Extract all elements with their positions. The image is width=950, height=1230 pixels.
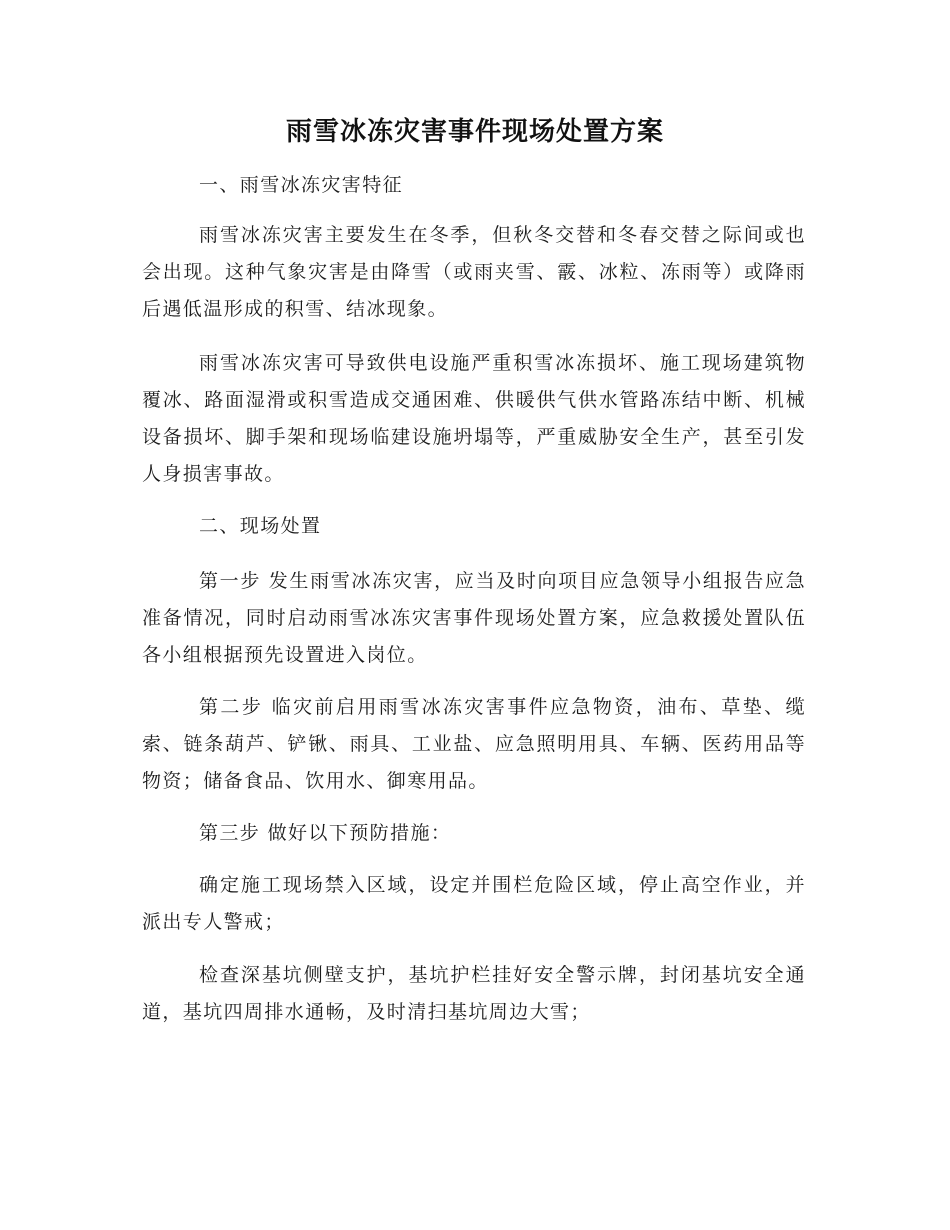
paragraph-measure-1: 确定施工现场禁入区域，设定并围栏危险区域，停止高空作业，并派出专人警戒； bbox=[142, 874, 806, 933]
paragraph-step-2: 第二步 临灾前启用雨雪冰冻灾害事件应急物资，油布、草垫、缆索、链条葫芦、铲锹、雨具、工业盐、应急照明用具、车辆、医药用品等物资；储备食品、饮用水、御寒用品。 bbox=[142, 696, 806, 792]
section-heading-1: 一、雨雪冰冻灾害特征 bbox=[199, 174, 404, 196]
section-heading-2: 二、现场处置 bbox=[199, 515, 322, 537]
paragraph-step-1: 第一步 发生雨雪冰冻灾害，应当及时向项目应急领导小组报告应急准备情况，同时启动雨雪冰冻灾害事件现场处置方案，应急救援处置队伍各小组根据预先设置进入岗位。 bbox=[142, 570, 806, 666]
paragraph-disaster-features: 雨雪冰冻灾害主要发生在冬季，但秋冬交替和冬春交替之际间或也会出现。这种气象灾害是由降雪（或雨夹雪、霰、冰粒、冻雨等）或降雨后遇低温形成的积雪、结冰现象。 bbox=[142, 224, 806, 320]
paragraph-step-3: 第三步 做好以下预防措施： bbox=[199, 822, 452, 844]
paragraph-disaster-impacts: 雨雪冰冻灾害可导致供电设施严重积雪冰冻损坏、施工现场建筑物覆冰、路面湿滑或积雪造成交通困难、供暖供气供水管路冻结中断、机械设备损坏、脚手架和现场临建设施坍塌等，严重威胁安全生产，甚至引发人身损害事故。 bbox=[142, 352, 806, 485]
page-title: 雨雪冰冻灾害事件现场处置方案 bbox=[285, 117, 664, 147]
paragraph-measure-2: 检查深基坑侧壁支护，基坑护栏挂好安全警示牌，封闭基坑安全通道，基坑四周排水通畅，及时清扫基坑周边大雪； bbox=[142, 964, 806, 1023]
